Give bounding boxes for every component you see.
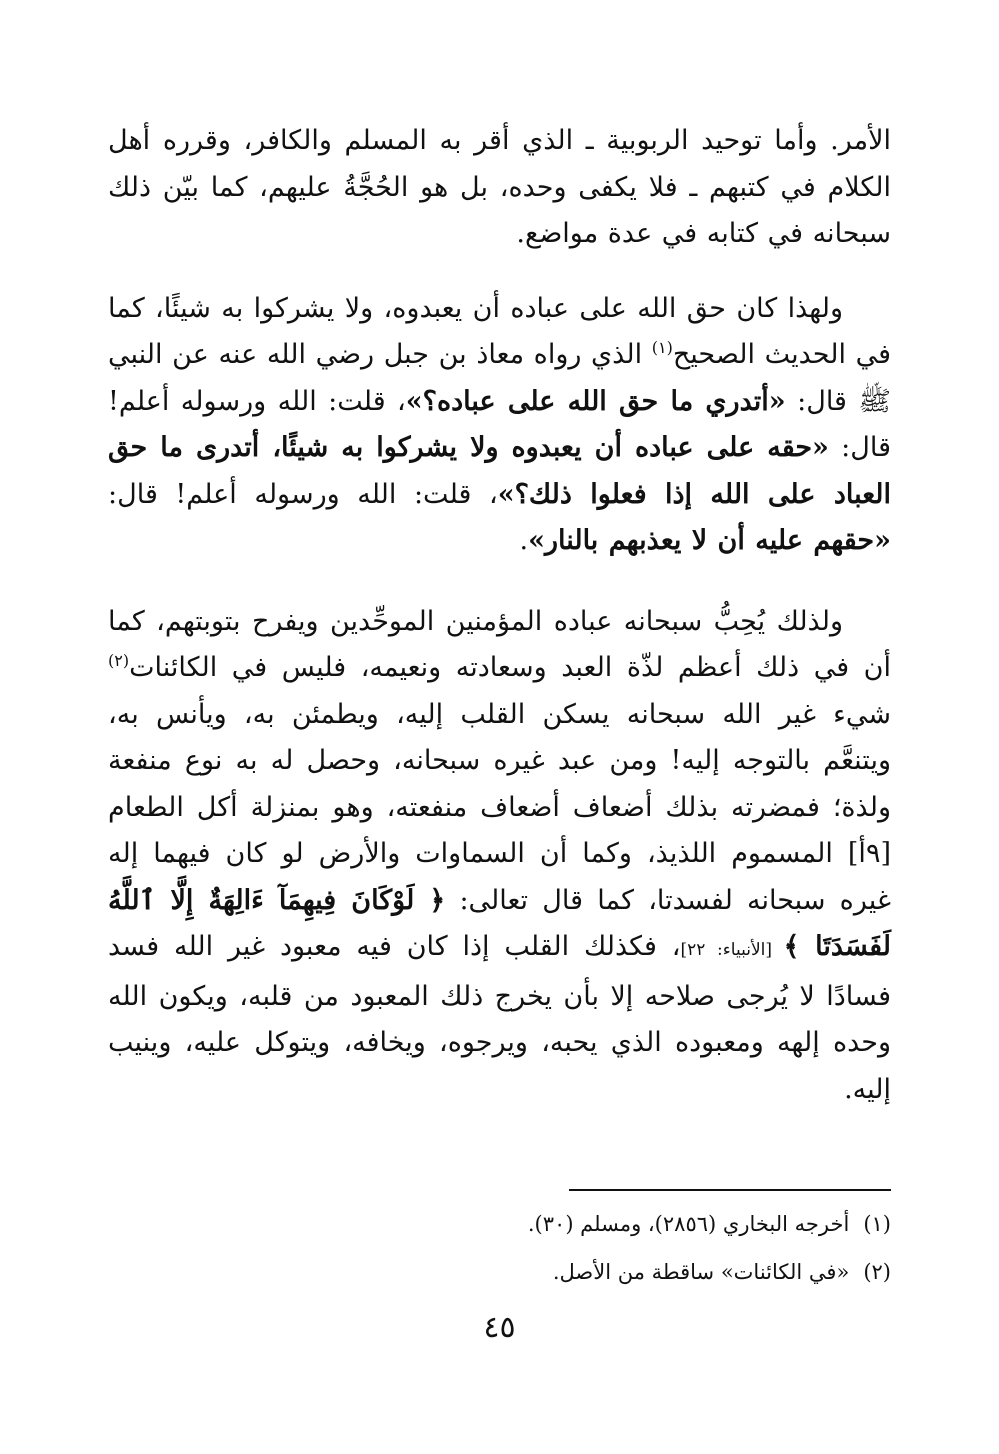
- footnote-1-number: (١): [863, 1212, 891, 1236]
- footnote-1: [291, 1209, 891, 1239]
- paragraph-2-text-d: ، قلت: الله ورسوله أعلم! قال:: [108, 478, 498, 510]
- footnote-ref-2[interactable]: (٢): [108, 651, 130, 670]
- footnote-2-text: «في الكائنات» ساقطة من الأصل.: [552, 1260, 850, 1284]
- paragraph-2-text-b: الذي رواه معاذ بن جبل رضي الله عنه عن النبي ﷺ قال:: [108, 339, 891, 417]
- hadith-quote-1: «أتدري ما حق الله على عباده؟»: [405, 385, 786, 417]
- paragraph-3-text-c: ، فكذلك القلب إذا كان فيه معبود غير الله فسد فسادًا لا يُرجى صلاحه إلا بأن يخرج ذلك المعبود من قلبه، ويكون الله وحده إلهه ومعبوده الذي يحبه، ويرجوه، ويخافه، ويتوكل عليه، وينيب إليه.: [108, 931, 891, 1105]
- main-text: [108, 118, 891, 1113]
- hadith-quote-3: «حقهم عليه أن لا يعذبهم بالنار»: [528, 525, 891, 556]
- quran-verse: ﴿ لَوْكَانَ فِيهِمَآ ءَالِهَةٌ إِلَّا ٱللَّهُ لَفَسَدَتَا ﴾: [108, 884, 892, 962]
- footnote-2: [291, 1257, 891, 1287]
- footnote-ref-1[interactable]: (١): [651, 338, 673, 357]
- paragraph-2-text-a: ولهذا كان حق الله على عباده أن يعبدوه، ولا يشركوا به شيئًا، كما في الحديث الصحيح: [108, 292, 891, 370]
- hadith-quote-2: «حقه على عباده أن يعبدوه ولا يشركوا به شيئًا، أتدرى ما حق العباد على الله إذا فعلوا ذلك؟»: [108, 432, 892, 510]
- paragraph-2: [108, 286, 891, 565]
- paragraph-3-text-b: شيء غير الله سبحانه يسكن القلب إليه، ويطمئن به، ويأنس به، ويتنعَّم بالتوجه إليه! ومن عبد غيره سبحانه، وحصل له به نوع منفعة ولذة؛ فمضرته بذلك أضعاف أضعاف منفعته، وهو بمنزلة أكل الطعام [٩أ] المسموم اللذيذ، وكما أن السماوات والأرض لو كان فيهما إله غيره سبحانه لفسدتا، كما قال تعالى:: [108, 698, 891, 916]
- paragraph-3: [108, 599, 891, 1114]
- paragraph-2-text-c: ، قلت: الله ورسوله أعلم! قال:: [108, 385, 891, 463]
- paragraph-3-text-a: ولذلك يُحِبُّ سبحانه عباده المؤمنين الموحِّدين ويفرح بتوبتهم، كما أن في ذلك أعظم لذّة العبد وسعادته ونعيمه، فليس في الكائنات: [108, 605, 891, 683]
- page-number: ٤٥: [483, 1310, 516, 1345]
- footnote-separator: [569, 1189, 891, 1191]
- footnote-1-text: أخرجه البخاري (٢٨٥٦)، ومسلم (٣٠).: [527, 1212, 850, 1236]
- paragraph-2-text-e: .: [519, 525, 529, 556]
- footnote-2-number: (٢): [863, 1260, 891, 1284]
- quran-reference: [الأنبياء: ٢٢]: [680, 940, 784, 960]
- paragraph-1: الأمر. وأما توحيد الربوبية ـ الذي أقر به المسلم والكافر، وقرره أهل الكلام في كتبهم ـ فلا يكفى وحده، بل هو الحُجَّةُ عليهم، كما بيّن ذلك سبحانه في كتابه في عدة مواضع.: [108, 125, 891, 249]
